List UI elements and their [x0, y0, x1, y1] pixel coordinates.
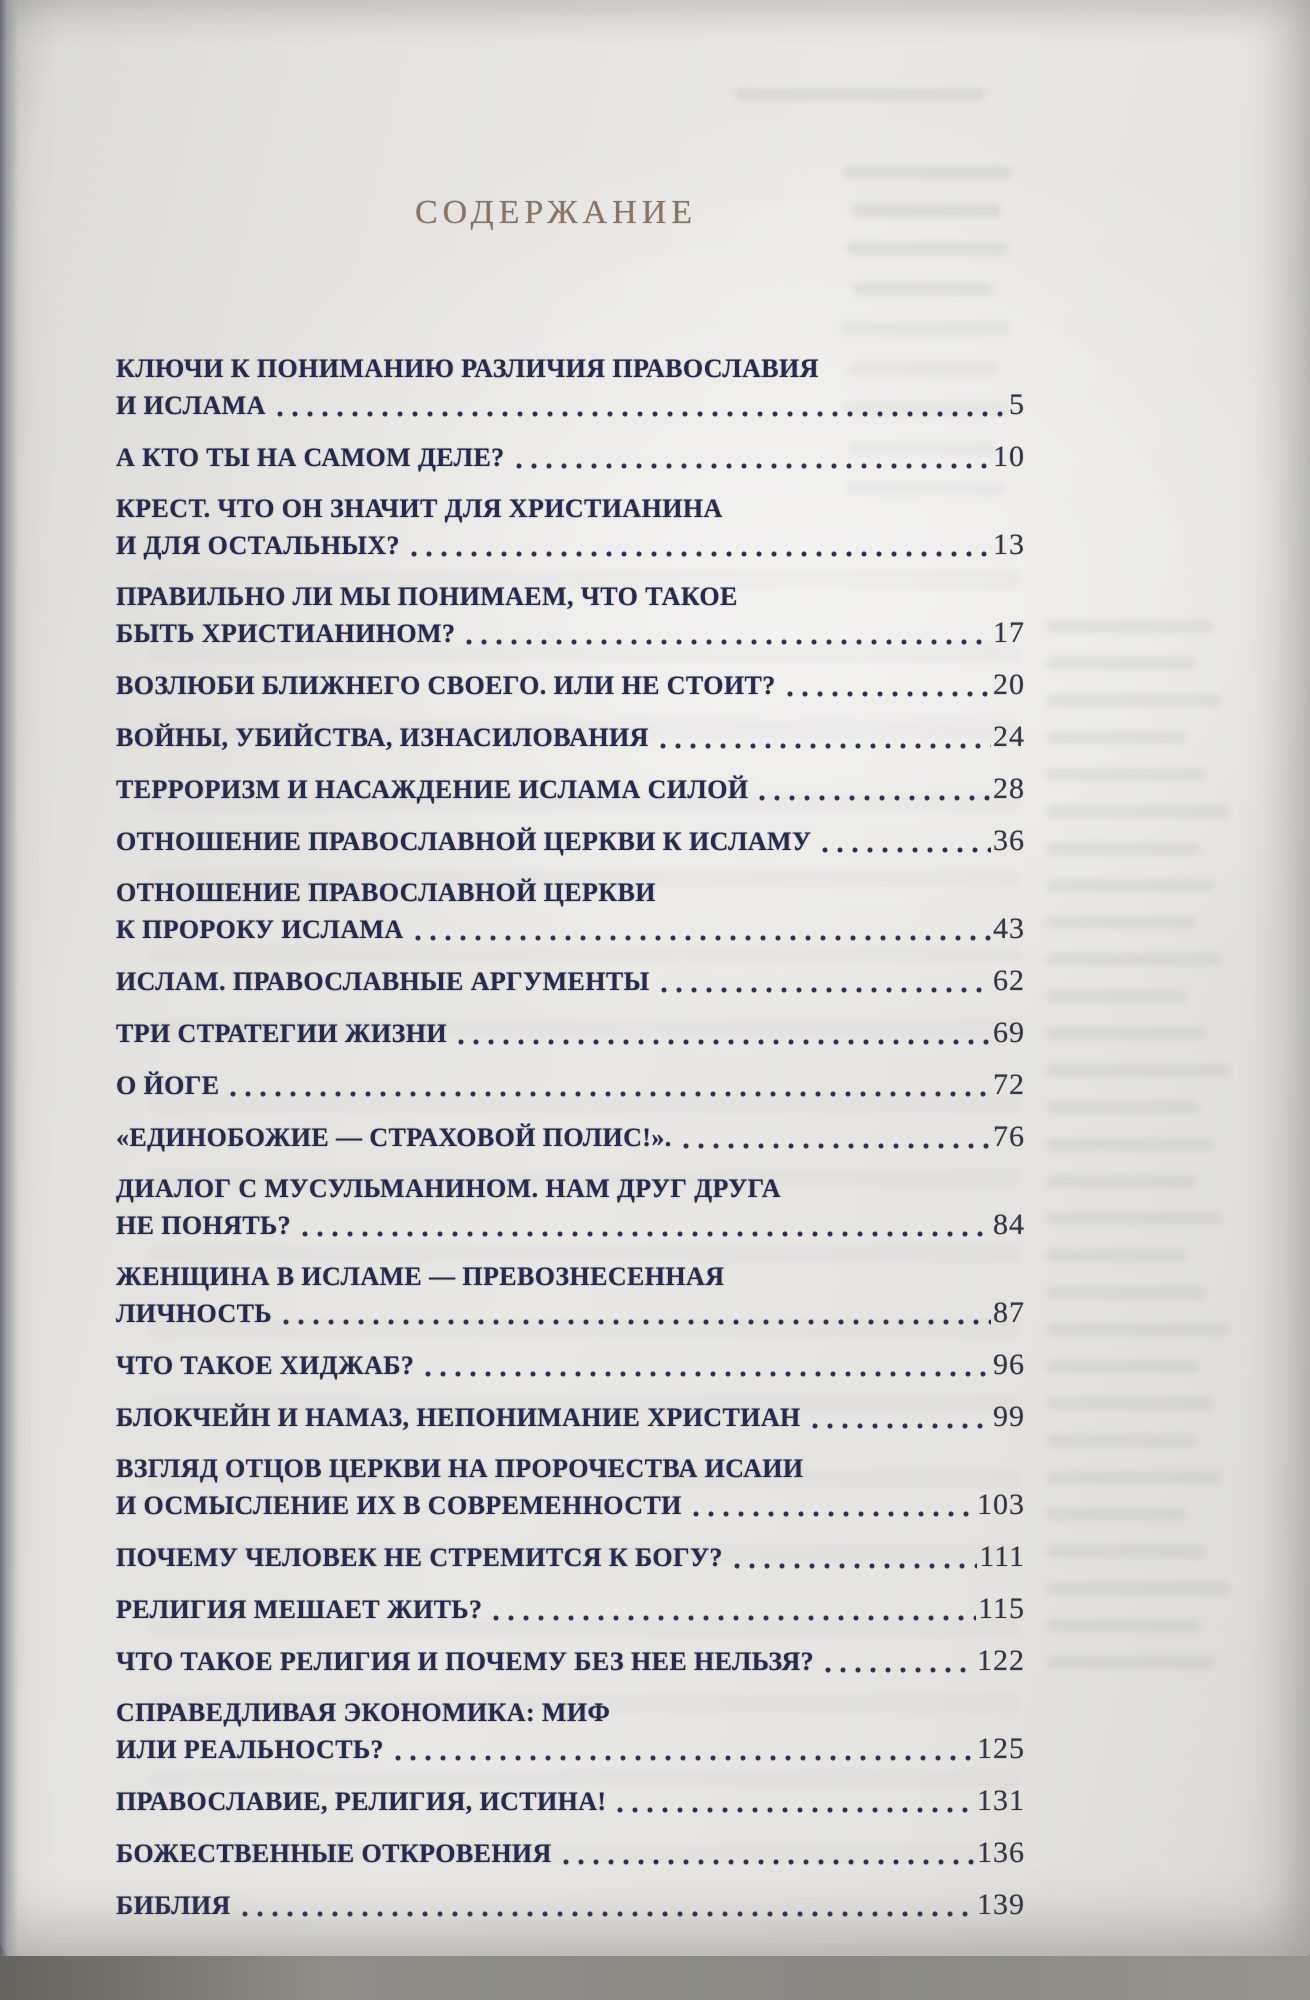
- toc-entry-title-line: ОТНОШЕНИЕ ПРАВОСЛАВНОЙ ЦЕРКВИ К ИСЛАМУ: [116, 827, 812, 856]
- toc-page-number: 17: [993, 616, 1025, 649]
- toc-entry-leader-row: [116, 667, 1025, 704]
- toc-entry-leader-row: [116, 719, 1025, 756]
- toc-page-number: 139: [977, 1888, 1025, 1921]
- bleed-through-line: [1046, 1027, 1206, 1040]
- toc-entry-title-line: ЖЕНЩИНА В ИСЛАМЕ — ПРЕВОЗНЕСЕННАЯ: [116, 1262, 725, 1291]
- bleed-through-line: [1046, 1323, 1230, 1336]
- toc-entry: [116, 1171, 1025, 1244]
- toc-page-number: 96: [993, 1348, 1025, 1381]
- toc-entry: [116, 1119, 1025, 1156]
- page-title: СОДЕРЖАНИЕ: [414, 194, 698, 231]
- toc-entry-leader-row: [116, 963, 1025, 1000]
- bleed-through-line: [1046, 1064, 1230, 1077]
- toc-entry-leader-row: [116, 1015, 1025, 1052]
- dot-leader: [821, 846, 991, 855]
- toc-entry-title-line: ПРАВОСЛАВИЕ, РЕЛИГИЯ, ИСТИНА!: [116, 1787, 607, 1816]
- dot-leader: [241, 1910, 975, 1919]
- toc-entry-leader-row: [116, 911, 1025, 948]
- bleed-through-line: [1046, 1101, 1200, 1114]
- toc-entry: [116, 1783, 1025, 1820]
- toc-entry-leader-row: [116, 1731, 1025, 1768]
- bleed-through-line: [1046, 990, 1186, 1003]
- dot-leader: [414, 934, 991, 943]
- table-of-contents: [116, 351, 1025, 1939]
- toc-entry-title-line: ЧТО ТАКОЕ РЕЛИГИЯ И ПОЧЕМУ БЕЗ НЕЕ НЕЛЬЗЯ?: [116, 1647, 815, 1676]
- bleed-through-line: [735, 88, 985, 101]
- toc-page-number: 20: [993, 668, 1025, 701]
- toc-entry-leader-row: [116, 1487, 1025, 1524]
- toc-entry: [116, 1539, 1025, 1576]
- dot-leader: [616, 1806, 975, 1815]
- toc-entry-title-line: О ЙОГЕ: [116, 1071, 220, 1100]
- toc-entry-title-line: ПОЧЕМУ ЧЕЛОВЕК НЕ СТРЕМИТСЯ К БОГУ?: [116, 1543, 723, 1572]
- dot-leader: [758, 794, 991, 803]
- bleed-through-line: [1046, 805, 1230, 818]
- toc-page-number: 99: [993, 1400, 1025, 1433]
- toc-entry: [116, 1695, 1025, 1768]
- toc-entry-title-line: ИЛИ РЕАЛЬНОСТЬ?: [116, 1735, 384, 1764]
- toc-page-number: 62: [993, 964, 1025, 997]
- bleed-through-line: [1046, 1286, 1206, 1299]
- toc-entry-title-line: ВОЗЛЮБИ БЛИЖНЕГО СВОЕГО. ИЛИ НЕ СТОИТ?: [116, 671, 776, 700]
- bleed-through-line: [1046, 657, 1196, 670]
- toc-entry-title-line: ТРИ СТРАТЕГИИ ЖИЗНИ: [116, 1019, 447, 1048]
- toc-entry-title-line: «ЕДИНОБОЖИЕ — СТРАХОВОЙ ПОЛИС!».: [116, 1123, 672, 1152]
- dot-leader: [301, 1230, 991, 1239]
- toc-entry: [116, 719, 1025, 756]
- toc-page-number: 87: [993, 1296, 1025, 1329]
- toc-page-number: 103: [977, 1488, 1025, 1521]
- toc-page-number: 28: [993, 772, 1025, 805]
- toc-entry-leader-row: [116, 1887, 1025, 1924]
- toc-entry-leader-row: [116, 615, 1025, 652]
- bleed-through-line: [1046, 1471, 1222, 1484]
- dot-leader: [692, 1510, 975, 1519]
- toc-page-number: 136: [977, 1836, 1025, 1869]
- toc-entry: [116, 667, 1025, 704]
- bleed-through-line: [1046, 1249, 1186, 1262]
- dot-leader: [229, 1090, 991, 1099]
- toc-entry-title-line: БЫТЬ ХРИСТИАНИНОМ?: [116, 619, 456, 648]
- dot-leader: [457, 1038, 991, 1047]
- toc-entry: [116, 491, 1025, 564]
- toc-entry-leader-row: [116, 1539, 1025, 1576]
- toc-entry-title-line: ИСЛАМ. ПРАВОСЛАВНЫЕ АРГУМЕНТЫ: [116, 967, 650, 996]
- toc-page-number: 84: [993, 1208, 1025, 1241]
- bleed-through-line: [1046, 768, 1206, 781]
- toc-entry-title-line: ВЗГЛЯД ОТЦОВ ЦЕРКВИ НА ПРОРОЧЕСТВА ИСАИИ: [116, 1454, 804, 1483]
- dot-leader: [394, 1754, 975, 1763]
- toc-entry-leader-row: [116, 439, 1025, 476]
- bleed-through-line: [1046, 1360, 1200, 1373]
- toc-entry: [116, 1067, 1025, 1104]
- bleed-through-line: [853, 282, 993, 295]
- toc-page-number: 10: [993, 440, 1025, 473]
- toc-entry: [116, 1887, 1025, 1924]
- bleed-through-line: [1046, 916, 1196, 929]
- toc-entry-title-line: БЛОКЧЕЙН И НАМАЗ, НЕПОНИМАНИЕ ХРИСТИАН: [116, 1403, 801, 1432]
- toc-page-number: 24: [993, 720, 1025, 753]
- toc-entry-leader-row: [116, 527, 1025, 564]
- toc-page-number: 43: [993, 912, 1025, 945]
- toc-entry: [116, 1643, 1025, 1680]
- toc-page-number: 111: [979, 1540, 1025, 1573]
- dot-leader: [515, 462, 991, 471]
- toc-entry-title-line: КРЕСТ. ЧТО ОН ЗНАЧИТ ДЛЯ ХРИСТИАНИНА: [116, 494, 723, 523]
- dot-leader: [465, 638, 991, 647]
- bleed-through-line: [846, 242, 1008, 255]
- toc-entry-leader-row: [116, 387, 1025, 424]
- dot-leader: [660, 986, 991, 995]
- bleed-through-line: [1046, 694, 1222, 707]
- dot-leader: [492, 1614, 976, 1623]
- toc-page-number: 36: [993, 824, 1025, 857]
- toc-entry-title-line: К ПРОРОКУ ИСЛАМА: [116, 915, 404, 944]
- toc-page-number: 115: [978, 1592, 1025, 1625]
- bleed-through-line: [1046, 879, 1214, 892]
- table-surface: [0, 1956, 1310, 2000]
- toc-entry: [116, 1347, 1025, 1384]
- bleed-through-line: [1046, 1545, 1206, 1558]
- toc-entry-leader-row: [116, 823, 1025, 860]
- toc-entry: [116, 1451, 1025, 1524]
- toc-entry-title-line: ОТНОШЕНИЕ ПРАВОСЛАВНОЙ ЦЕРКВИ: [116, 878, 656, 907]
- toc-entry-title-line: КЛЮЧИ К ПОНИМАНИЮ РАЗЛИЧИЯ ПРАВОСЛАВИЯ: [116, 354, 819, 383]
- toc-entry: [116, 875, 1025, 948]
- toc-entry: [116, 1259, 1025, 1332]
- bleed-through-line: [1046, 620, 1214, 633]
- toc-entry-title-line: НЕ ПОНЯТЬ?: [116, 1211, 292, 1240]
- toc-entry-title-line: И ИСЛАМА: [116, 391, 266, 420]
- toc-entry-title-line: СПРАВЕДЛИВАЯ ЭКОНОМИКА: МИФ: [116, 1698, 611, 1727]
- toc-entry-title-line: ВОЙНЫ, УБИЙСТВА, ИЗНАСИЛОВАНИЯ: [116, 723, 649, 752]
- bleed-through-line: [843, 166, 1011, 179]
- toc-entry: [116, 771, 1025, 808]
- toc-entry-leader-row: [116, 771, 1025, 808]
- dot-leader: [276, 410, 1007, 419]
- toc-entry-leader-row: [116, 1399, 1025, 1436]
- bleed-through-line: [1046, 842, 1200, 855]
- bleed-through-line: [1046, 1175, 1196, 1188]
- dot-leader: [682, 1142, 991, 1151]
- toc-page-number: 76: [993, 1120, 1025, 1153]
- toc-entry-title-line: БОЖЕСТВЕННЫЕ ОТКРОВЕНИЯ: [116, 1839, 552, 1868]
- bleed-through-line: [1046, 1212, 1222, 1225]
- bleed-through-line: [1046, 1508, 1186, 1521]
- toc-entry-leader-row: [116, 1783, 1025, 1820]
- toc-entry-title-line: РЕЛИГИЯ МЕШАЕТ ЖИТЬ?: [116, 1595, 483, 1624]
- toc-page-number: 72: [993, 1068, 1025, 1101]
- toc-entry-title-line: А КТО ТЫ НА САМОМ ДЕЛЕ?: [116, 443, 505, 472]
- dot-leader: [733, 1562, 977, 1571]
- bleed-through-line: [1046, 1656, 1214, 1669]
- toc-entry: [116, 1835, 1025, 1872]
- dot-leader: [824, 1666, 975, 1675]
- toc-entry-title-line: ЛИЧНОСТЬ: [116, 1299, 272, 1328]
- bleed-through-line: [1046, 731, 1186, 744]
- toc-entry-title-line: И ДЛЯ ОСТАЛЬНЫХ?: [116, 531, 400, 560]
- bleed-through-line: [1046, 1619, 1200, 1632]
- toc-entry-leader-row: [116, 1347, 1025, 1384]
- toc-entry-leader-row: [116, 1067, 1025, 1104]
- bleed-through-line: [1046, 1582, 1230, 1595]
- toc-entry-leader-row: [116, 1295, 1025, 1332]
- toc-entry-title-line: ДИАЛОГ С МУСУЛЬМАНИНОМ. НАМ ДРУГ ДРУГА: [116, 1174, 781, 1203]
- toc-page-number: 69: [993, 1016, 1025, 1049]
- toc-entry-title-line: И ОСМЫСЛЕНИЕ ИХ В СОВРЕМЕННОСТИ: [116, 1491, 682, 1520]
- dot-leader: [562, 1858, 975, 1867]
- toc-entry: [116, 579, 1025, 652]
- bleed-through-line: [1046, 1434, 1196, 1447]
- toc-page-number: 122: [977, 1644, 1025, 1677]
- toc-page-number: 131: [977, 1784, 1025, 1817]
- bleed-through-line: [1046, 953, 1222, 966]
- toc-entry-leader-row: [116, 1119, 1025, 1156]
- dot-leader: [786, 690, 991, 699]
- bleed-through-line: [1046, 1138, 1214, 1151]
- toc-entry-title-line: ПРАВИЛЬНО ЛИ МЫ ПОНИМАЕМ, ЧТО ТАКОЕ: [116, 582, 738, 611]
- toc-page-number: 13: [993, 528, 1025, 561]
- toc-entry-leader-row: [116, 1643, 1025, 1680]
- toc-entry-leader-row: [116, 1207, 1025, 1244]
- toc-page-number: 5: [1009, 388, 1025, 421]
- bleed-through-line: [840, 322, 1010, 335]
- dot-leader: [424, 1370, 991, 1379]
- toc-entry-title-line: БИБЛИЯ: [116, 1891, 231, 1920]
- dot-leader: [282, 1318, 991, 1327]
- toc-entry: [116, 963, 1025, 1000]
- toc-entry-title-line: ЧТО ТАКОЕ ХИДЖАБ?: [116, 1351, 415, 1380]
- dot-leader: [659, 742, 991, 751]
- toc-entry: [116, 351, 1025, 424]
- dot-leader: [410, 550, 991, 559]
- toc-entry-leader-row: [116, 1591, 1025, 1628]
- page-left-edge: [0, 0, 18, 1964]
- bleed-through-line: [1046, 1397, 1214, 1410]
- toc-entry: [116, 439, 1025, 476]
- toc-entry: [116, 823, 1025, 860]
- toc-entry: [116, 1591, 1025, 1628]
- toc-entry: [116, 1015, 1025, 1052]
- toc-entry-leader-row: [116, 1835, 1025, 1872]
- dot-leader: [811, 1422, 991, 1431]
- toc-entry-title-line: ТЕРРОРИЗМ И НАСАЖДЕНИЕ ИСЛАМА СИЛОЙ: [116, 775, 749, 804]
- toc-page-number: 125: [977, 1732, 1025, 1765]
- toc-entry: [116, 1399, 1025, 1436]
